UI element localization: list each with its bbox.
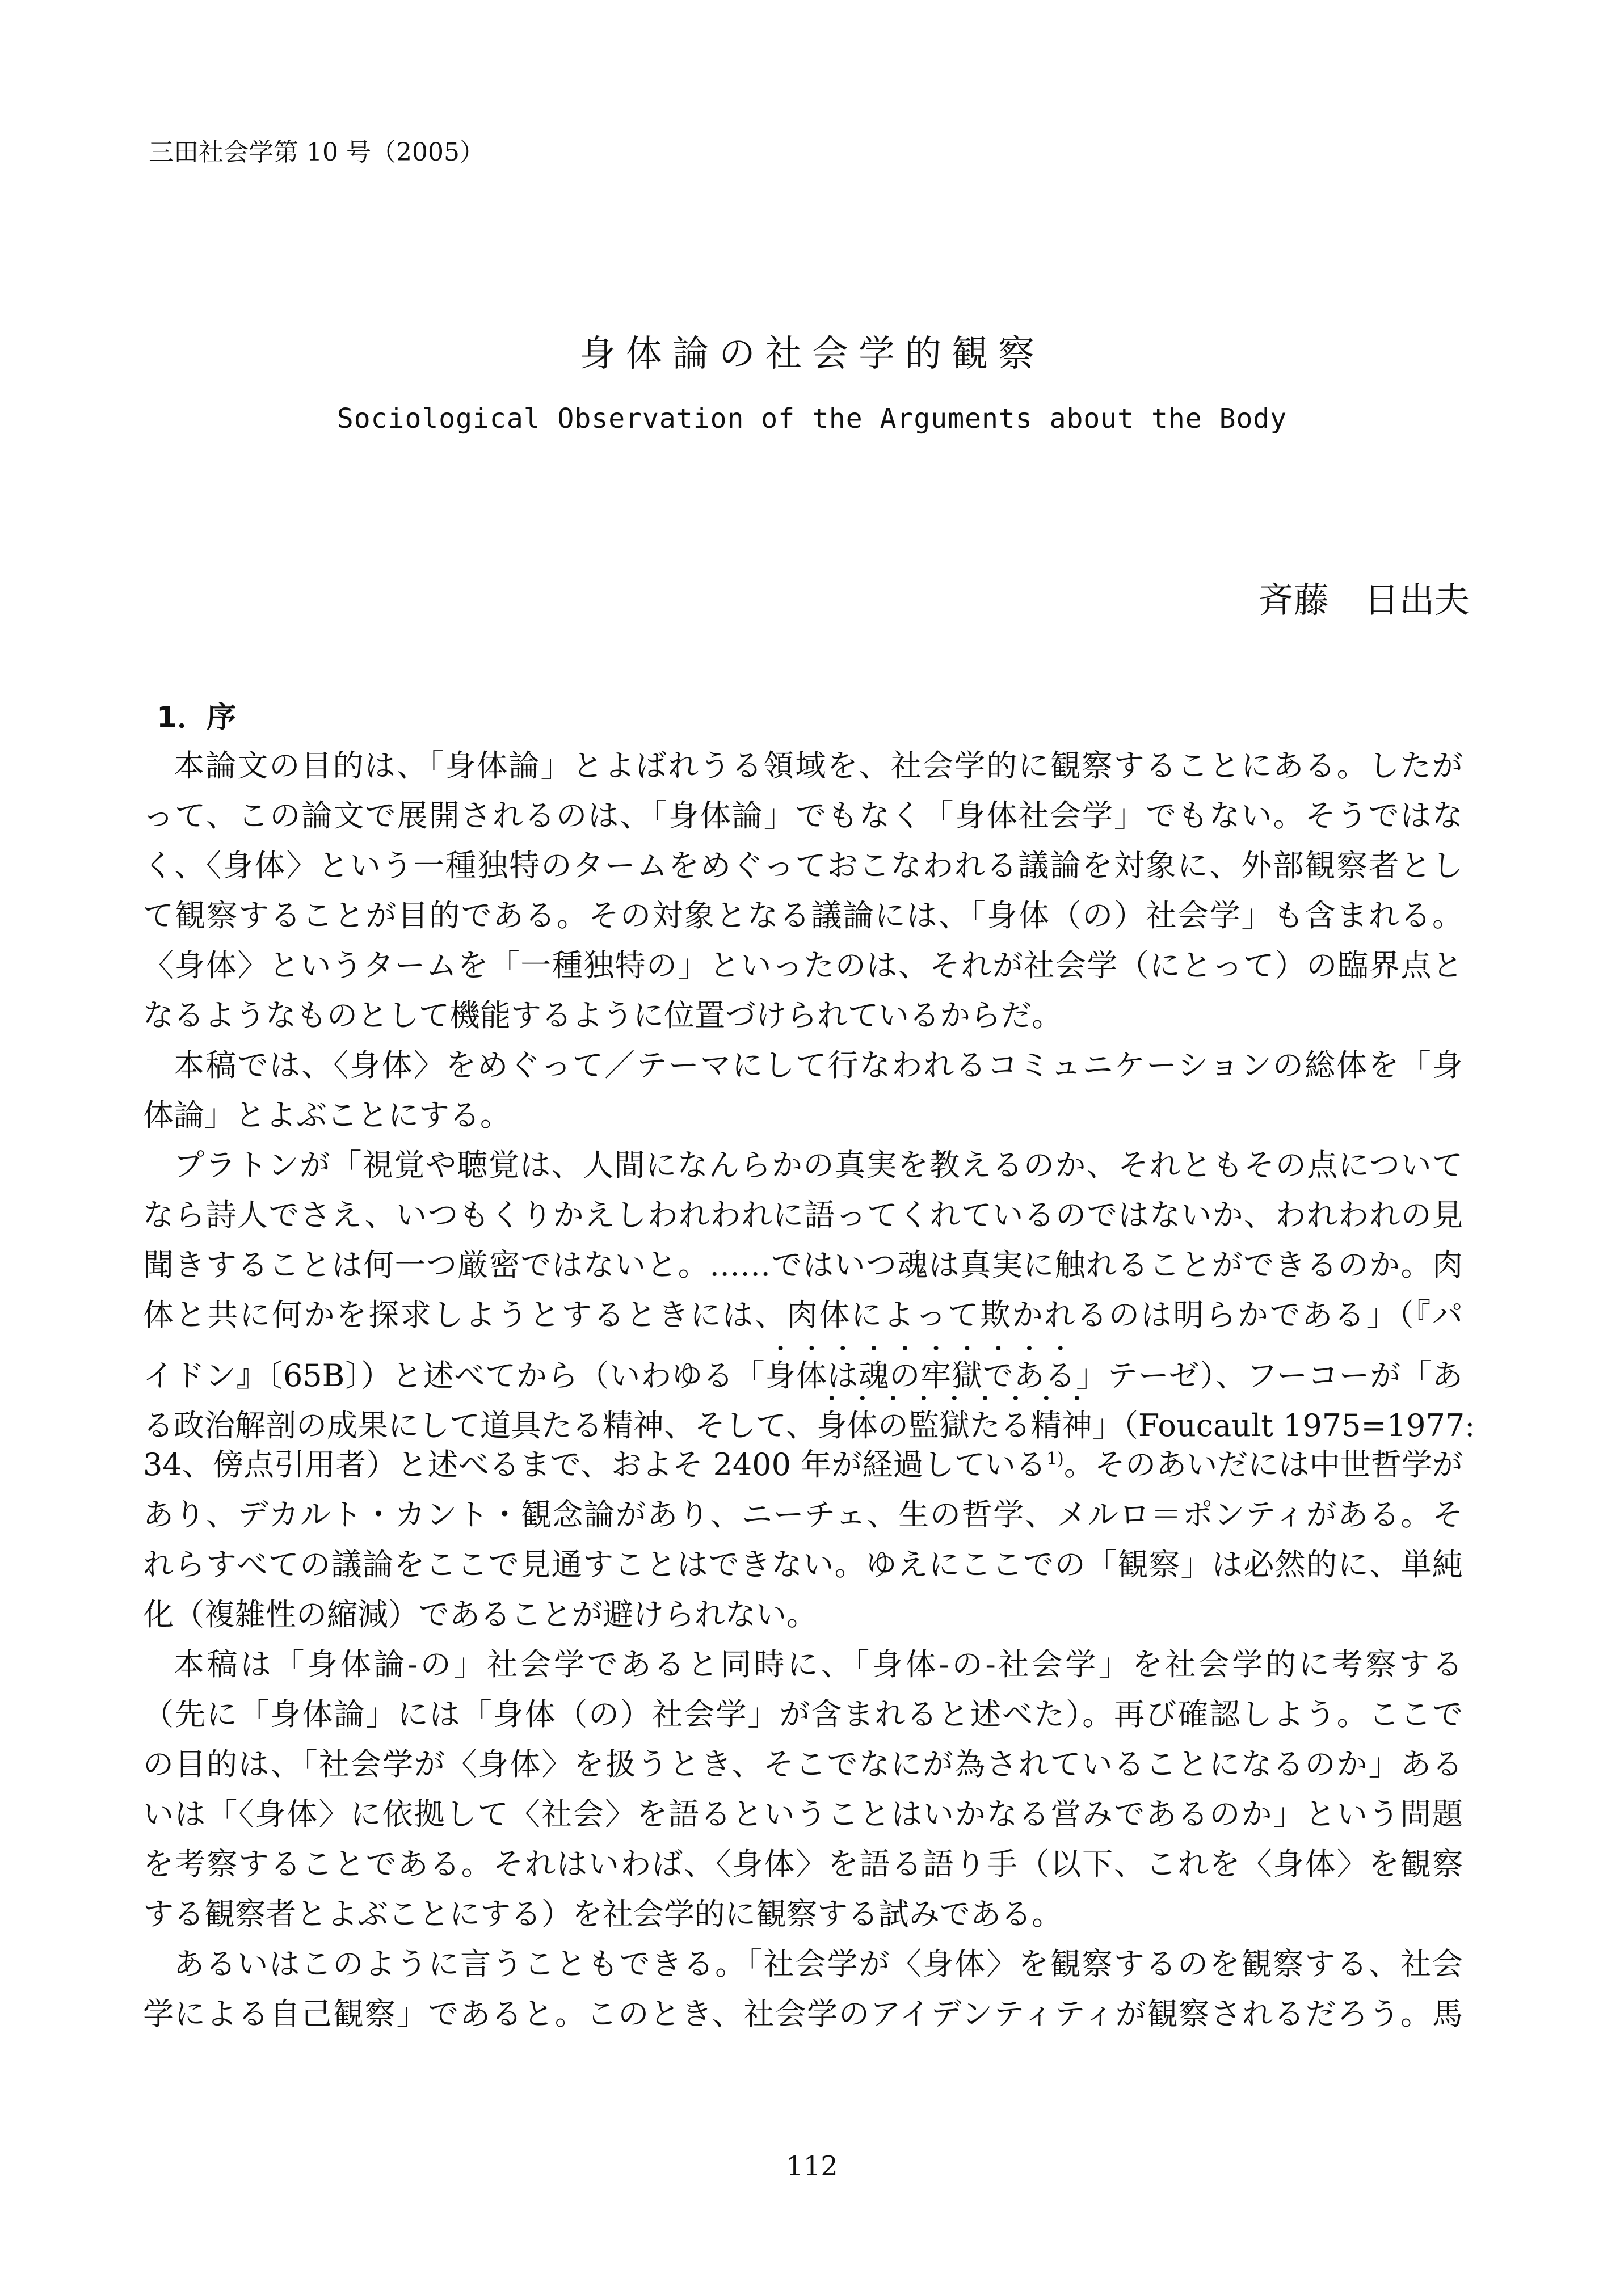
author-name: 斉藤 日出夫	[1258, 579, 1470, 621]
text-segment: く、〈身体〉という一種独特のタームをめぐっておこなわれる議論を対象に、外部観察者とし	[143, 848, 1463, 883]
text-segment: 本論文の目的は、「身体論」とよばれうる領域を、社会学的に観察することにある。したが	[174, 748, 1463, 784]
text-line	[143, 1390, 1475, 1443]
text-line	[143, 1490, 1463, 1540]
text-segment: イドン』〔65B〕）と述べてから（いわゆる「	[143, 1358, 765, 1393]
paper-title: 身体論の社会学的観察	[579, 333, 1045, 375]
text-line	[143, 1740, 1463, 1789]
text-segment: する観察者とよぶことにする）を社会学的に観察する試みである。	[143, 1896, 1062, 1932]
body-text	[143, 741, 1475, 2039]
text-segment: 本稿では、〈身体〉をめぐって／テーマにして行なわれるコミュニケーションの総体を「身	[174, 1047, 1463, 1083]
text-segment: なるようなものとして機能するように位置づけられているからだ。	[143, 997, 1062, 1033]
text-segment: （先に「身体論」には「身体（の）社会学」が含まれると述べた）。再び確認しよう。ここで	[143, 1696, 1463, 1732]
paragraph	[143, 1041, 1463, 1140]
journal-header: 三田社会学第 10 号（2005）	[149, 138, 485, 167]
text-segment: 聞きすることは何一つ厳密ではないと。……ではいつ魂は真実に触れることができるのか。肉	[143, 1247, 1463, 1283]
text-line	[143, 1340, 1463, 1393]
text-segment: 」テーゼ）、フーコーが「あ	[1076, 1358, 1463, 1393]
text-line	[143, 1690, 1463, 1740]
paragraph	[143, 1140, 1475, 1640]
text-line	[143, 1889, 1463, 1939]
text-line	[143, 891, 1463, 941]
text-segment: あり、デカルト・カント・観念論があり、ニーチェ、生の哲学、メルロ＝ポンティがある。そ	[143, 1497, 1463, 1532]
text-line	[143, 1839, 1463, 1889]
text-line	[143, 1939, 1463, 1989]
footnote-ref: 1)	[1046, 1449, 1064, 1469]
text-line	[143, 1240, 1463, 1290]
emphasized-text: 身体の監獄たる精神	[816, 1408, 1092, 1443]
text-segment: 〈身体〉というタームを「一種独特の」といったのは、それが社会学（にとって）の臨界点と	[143, 948, 1463, 983]
emphasized-text: 身体は魂の牢獄である	[765, 1358, 1076, 1393]
paper-subtitle-english: Sociological Observation of the Arguments about the Body	[336, 403, 1288, 435]
section-heading: 1．序	[157, 701, 237, 735]
paragraph	[143, 1640, 1463, 1939]
text-line	[143, 1290, 1463, 1340]
text-line	[143, 1140, 1463, 1190]
paragraph	[143, 1939, 1463, 2039]
text-line	[143, 941, 1463, 991]
text-segment: 学による自己観察」であると。このとき、社会学のアイデンティティが観察されるだろう。馬	[143, 1996, 1463, 2032]
text-segment: の目的は、「社会学が〈身体〉を扱うとき、そこでなにが為されていることになるのか」ある	[143, 1746, 1463, 1782]
text-segment: って、この論文で展開されるのは、「身体論」でもなく「身体社会学」でもない。そうではな	[143, 798, 1463, 833]
text-segment: なら詩人でさえ、いつもくりかえしわれわれに語ってくれているのではないか、われわれの見	[143, 1197, 1463, 1233]
page-number: 112	[786, 2150, 838, 2182]
text-line	[143, 1190, 1463, 1240]
text-line	[143, 1540, 1463, 1590]
text-segment: を考察することである。それはいわば、〈身体〉を語る語り手（以下、これを〈身体〉を観察	[143, 1846, 1463, 1882]
text-segment: 化（複雑性の縮減）であることが避けられない。	[143, 1597, 817, 1632]
text-segment: 体と共に何かを探求しようとするときには、肉体によって欺かれるのは明らかである」（『パ	[143, 1297, 1463, 1333]
text-segment: 34、傍点引用者）と述べるまで、およそ 2400 年が経過している	[143, 1447, 1046, 1483]
text-segment: あるいはこのように言うこともできる。「社会学が〈身体〉を観察するのを観察する、社会	[174, 1946, 1463, 1982]
text-line	[143, 1989, 1463, 2039]
text-line	[143, 1789, 1463, 1839]
text-line	[143, 1041, 1463, 1090]
text-line	[143, 991, 1463, 1041]
text-segment: る政治解剖の成果にして道具たる精神、そして、	[143, 1408, 817, 1443]
text-segment: れらすべての議論をここで見通すことはできない。ゆえにここでの「観察」は必然的に、単純	[143, 1547, 1463, 1582]
text-segment: 本稿は「身体論‐の」社会学であると同時に、「身体‐の‐社会学」を社会学的に考察する	[174, 1646, 1463, 1682]
paragraph	[143, 741, 1463, 1041]
text-segment: て観察することが目的である。その対象となる議論には、「身体（の）社会学」も含まれる。	[143, 898, 1463, 933]
text-segment: いは「〈身体〉に依拠して〈社会〉を語るということはいかなる営みであるのか」という問題	[143, 1796, 1463, 1832]
text-segment: プラトンが「視覚や聴覚は、人間になんらかの真実を教えるのか、それともその点について	[174, 1147, 1463, 1183]
text-line	[143, 791, 1463, 841]
text-segment: 体論」とよぶことにする。	[143, 1097, 511, 1133]
text-line	[143, 1440, 1463, 1490]
text-segment: 。そのあいだには中世哲学が	[1063, 1447, 1463, 1483]
text-line	[143, 1640, 1463, 1690]
text-segment: 」（Foucault 1975=1977:	[1092, 1408, 1475, 1443]
text-line	[143, 1090, 1463, 1140]
text-line	[143, 741, 1463, 791]
text-line	[143, 1590, 1463, 1640]
text-line	[143, 841, 1463, 891]
